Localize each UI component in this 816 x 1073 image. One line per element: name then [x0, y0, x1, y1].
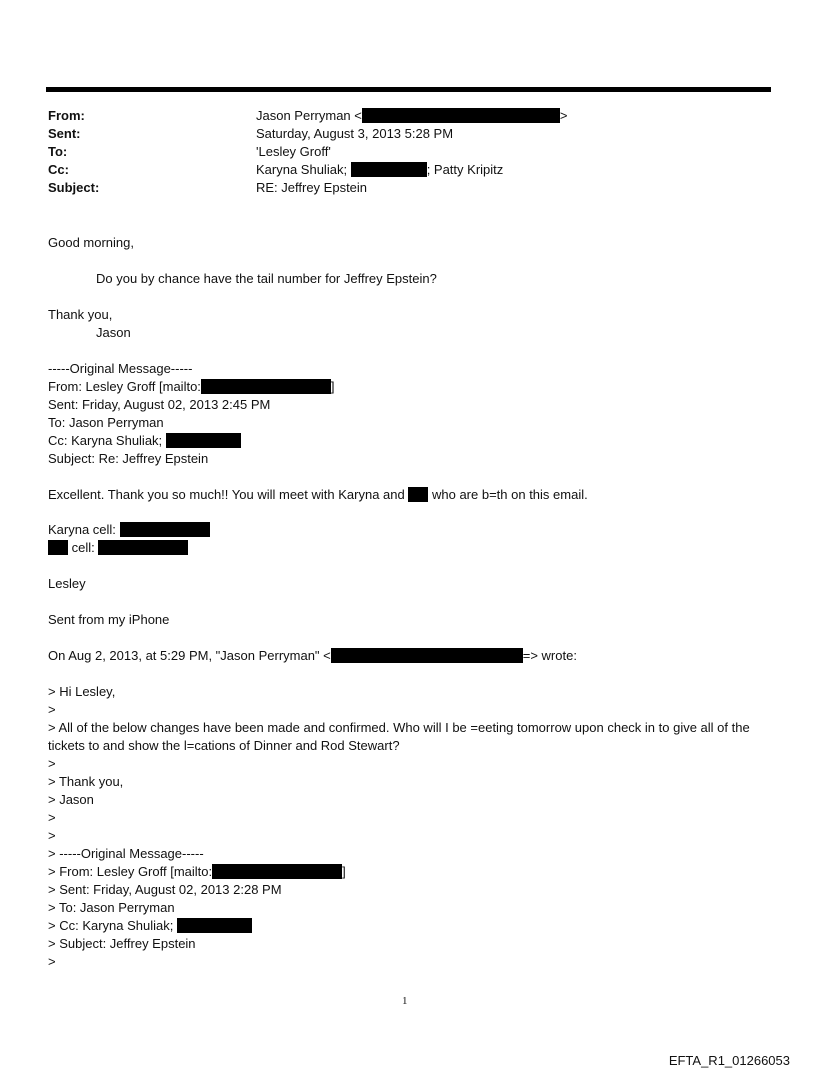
redaction-box — [120, 522, 210, 537]
redaction-box — [201, 379, 331, 394]
header-sent-row — [48, 125, 768, 143]
subject-label: Subject: — [48, 180, 100, 195]
from-label: From: — [48, 108, 85, 123]
orig1-from-text: From: Lesley Groff [mailto: — [48, 379, 201, 394]
document-id: EFTA_R1_01266053 — [668, 1053, 790, 1068]
to-label: To: — [48, 144, 68, 159]
quoted-from-close: ] — [342, 864, 346, 879]
orig1-subject-line: Subject: Re: Jeffrey Epstein — [48, 451, 209, 466]
orig1-cc-line — [48, 432, 241, 450]
from-close: > — [559, 108, 568, 123]
cc-value — [256, 161, 503, 179]
quoted-to-line: > To: Jason Perryman — [48, 900, 175, 915]
quoted-hi: > Hi Lesley, — [48, 684, 116, 699]
from-name: Jason Perryman < — [256, 108, 362, 123]
from-value — [256, 107, 567, 125]
quoted-divider: > -----Original Message----- — [48, 846, 204, 861]
signoff-line: Jason — [96, 325, 131, 340]
header-subject-row — [48, 179, 768, 197]
redaction-box — [177, 918, 252, 933]
to-value: 'Lesley Groff' — [256, 144, 331, 159]
on-aug-line — [48, 647, 577, 665]
quoted-marker: > — [48, 954, 56, 969]
email-header — [48, 107, 768, 197]
quoted-cc-text: > Cc: Karyna Shuliak; — [48, 918, 174, 933]
quoted-sent-line: > Sent: Friday, August 02, 2013 2:28 PM — [48, 882, 282, 897]
thanks-line: Thank you, — [48, 307, 113, 322]
header-from-row — [48, 107, 768, 125]
redaction-box — [212, 864, 342, 879]
quoted-from-line — [48, 863, 346, 881]
quoted-jason: > Jason — [48, 792, 94, 807]
other-cell-label: cell: — [71, 540, 95, 555]
on-aug-text-b: => wrote: — [522, 648, 577, 663]
karyna-cell-line — [48, 521, 210, 539]
excellent-text-b: who are b=th on this email. — [431, 487, 588, 502]
original-message-divider: -----Original Message----- — [48, 361, 193, 376]
greeting: Good morning, — [48, 235, 134, 250]
redaction-box — [48, 540, 68, 555]
lesley-signature: Lesley — [48, 576, 86, 591]
quoted-cc-line — [48, 917, 252, 935]
page-number: 1 — [402, 995, 408, 1007]
subject-value: RE: Jeffrey Epstein — [256, 180, 368, 195]
redaction-box — [166, 433, 241, 448]
on-aug-text-a: On Aug 2, 2013, at 5:29 PM, "Jason Perryman" < — [48, 648, 331, 663]
sent-value: Saturday, August 3, 2013 5:28 PM — [256, 126, 454, 141]
quoted-subject-line: > Subject: Jeffrey Epstein — [48, 936, 196, 951]
orig1-from-close: ] — [330, 379, 335, 394]
redaction-box — [408, 487, 428, 502]
question-line: Do you by chance have the tail number for Jeffrey Epstein? — [96, 271, 437, 286]
cc-label: Cc: — [48, 162, 69, 177]
other-cell-line — [48, 539, 188, 557]
quoted-thanks: > Thank you, — [48, 774, 124, 789]
quoted-marker: > — [48, 756, 56, 771]
quoted-marker: > — [48, 828, 56, 843]
header-cc-row — [48, 161, 768, 179]
redaction-box — [98, 540, 188, 555]
redaction-box — [331, 648, 523, 663]
quoted-marker: > — [48, 810, 56, 825]
quoted-changes: > All of the below changes have been made and confirmed. Who will I be =eeting tomorrow upon check in to give all of the tickets to and show the l=cations of Dinner and Rod Stewart? — [48, 720, 750, 753]
cc-name-2: ; Patty Kripitz — [426, 162, 504, 177]
sent-label: Sent: — [48, 126, 81, 141]
quoted-marker: > — [48, 702, 56, 717]
orig1-cc-text: Cc: Karyna Shuliak; — [48, 433, 163, 448]
orig1-from-line — [48, 378, 335, 396]
orig1-sent-line: Sent: Friday, August 02, 2013 2:45 PM — [48, 397, 271, 412]
redaction-box — [362, 108, 560, 123]
sent-from-iphone: Sent from my iPhone — [48, 612, 170, 627]
cc-name-1: Karyna Shuliak; — [256, 162, 348, 177]
karyna-cell-label: Karyna cell: — [48, 522, 116, 537]
redaction-box — [351, 162, 427, 177]
orig1-to-line: To: Jason Perryman — [48, 415, 164, 430]
quoted-from-text: > From: Lesley Groff [mailto: — [48, 864, 213, 879]
header-rule — [46, 87, 771, 92]
excellent-line — [48, 486, 588, 504]
header-to-row — [48, 143, 768, 161]
excellent-text-a: Excellent. Thank you so much!! You will meet with Karyna and — [48, 487, 405, 502]
